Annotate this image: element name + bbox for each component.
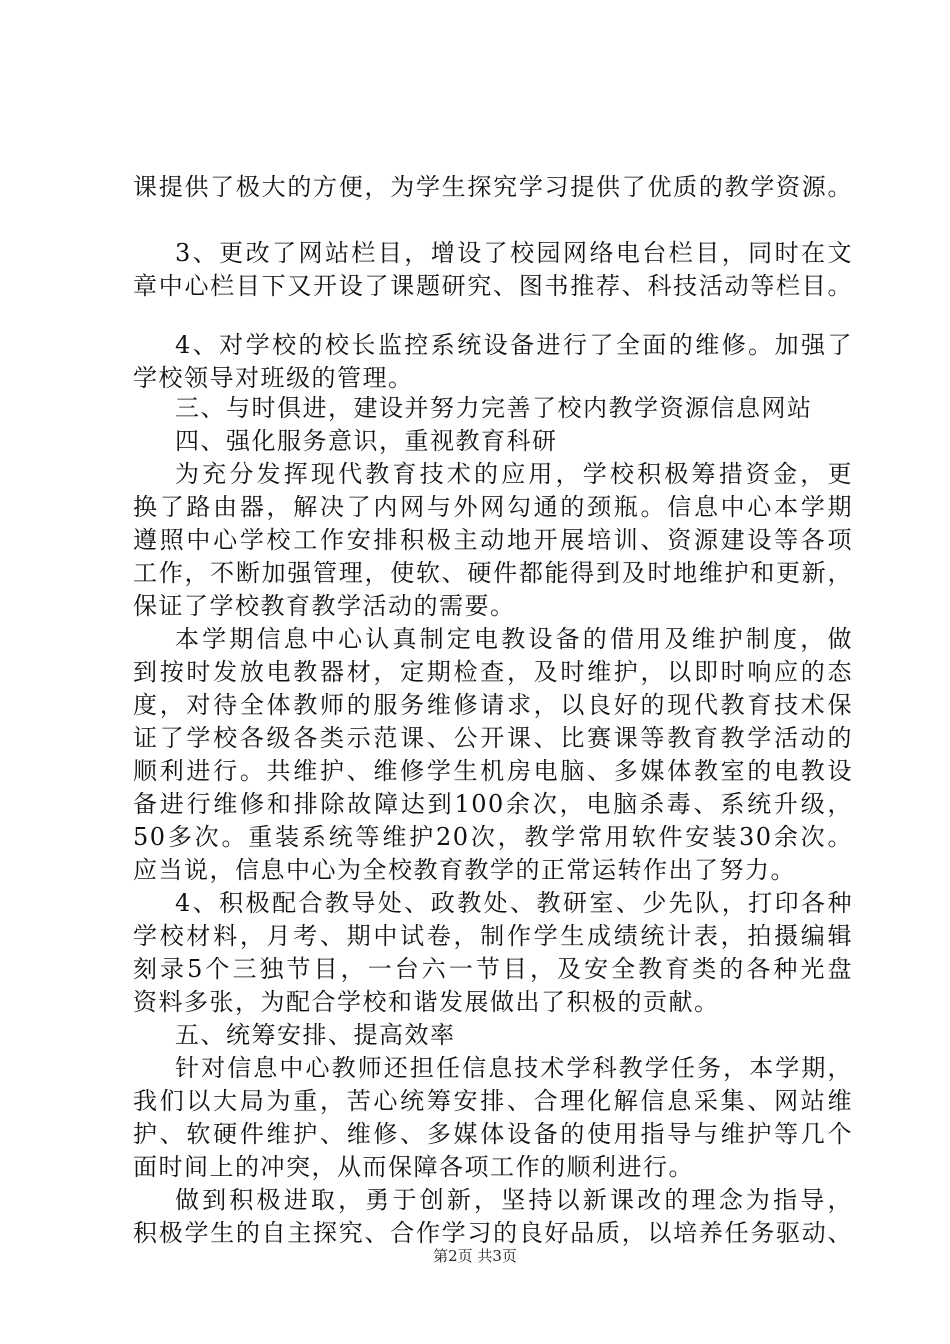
text-line: 50多次。重装系统等维护20次，教学常用软件安装30余次。 <box>133 823 853 851</box>
text-line: 积极学生的自主探究、合作学习的良好品质，以培养任务驱动、 <box>133 1219 853 1247</box>
text-line: 遵照中心学校工作安排积极主动地开展培训、资源建设等各项 <box>133 526 853 554</box>
text-line: 保证了学校教育教学活动的需要。 <box>133 592 516 620</box>
section-heading: 五、统筹安排、提高效率 <box>175 1021 456 1049</box>
text-line: 度，对待全体教师的服务维修请求，以良好的现代教育技术保 <box>133 691 853 719</box>
text-line: 备进行维修和排除故障达到100余次，电脑杀毒、系统升级， <box>133 790 853 818</box>
text-line: 顺利进行。共维护、维修学生机房电脑、多媒体教室的电教设 <box>133 757 853 785</box>
text-line: 换了路由器，解决了内网与外网勾通的颈瓶。信息中心本学期 <box>133 493 853 521</box>
text-line: 针对信息中心教师还担任信息技术学科教学任务，本学期， <box>175 1054 853 1082</box>
text-line: 4、对学校的校长监控系统设备进行了全面的维修。加强了 <box>175 331 853 359</box>
text-line: 护、软硬件维护、维修、多媒体设备的使用指导与维护等几个 <box>133 1120 853 1148</box>
text-line: 到按时发放电教器材，定期检查，及时维护，以即时响应的态 <box>133 658 853 686</box>
text-line: 学校材料，月考、期中试卷，制作学生成绩统计表，拍摄编辑 <box>133 922 853 950</box>
text-line: 应当说，信息中心为全校教育教学的正常运转作出了努力。 <box>133 856 796 884</box>
text-line: 3、更改了网站栏目，增设了校园网络电台栏目，同时在文 <box>175 239 853 267</box>
paragraph-body <box>133 392 853 1250</box>
text-line: 为充分发挥现代教育技术的应用，学校积极筹措资金，更 <box>175 460 853 488</box>
text-line: 4、积极配合教导处、政教处、教研室、少先队，打印各种 <box>175 889 853 917</box>
text-line: 我们以大局为重，苦心统筹安排、合理化解信息采集、网站维 <box>133 1087 853 1115</box>
text-line: 刻录5个三独节目，一台六一节目，及安全教育类的各种光盘 <box>133 955 853 983</box>
text-line: 资料多张，为配合学校和谐发展做出了积极的贡献。 <box>133 988 720 1016</box>
text-line: 证了学校各级各类示范课、公开课、比赛课等教育教学活动的 <box>133 724 853 752</box>
text-line: 章中心栏目下又开设了课题研究、图书推荐、科技活动等栏目。 <box>133 272 853 300</box>
paragraph-2 <box>133 237 853 303</box>
text-line: 本学期信息中心认真制定电教设备的借用及维护制度，做 <box>175 625 853 653</box>
text-line: 做到积极进取，勇于创新，坚持以新课改的理念为指导， <box>175 1186 853 1214</box>
page-number-footer: 第2页 共3页 <box>433 1247 517 1265</box>
text-line: 学校领导对班级的管理。 <box>133 364 414 392</box>
text-line: 面时间上的冲突，从而保障各项工作的顺利进行。 <box>133 1153 694 1181</box>
paragraph-3 <box>133 329 853 395</box>
paragraph-1 <box>133 171 853 204</box>
section-heading: 四、强化服务意识，重视教育科研 <box>175 427 558 455</box>
text-line: 工作，不断加强管理，使软、硬件都能得到及时地维护和更新， <box>133 559 853 587</box>
text-line: 课提供了极大的方便，为学生探究学习提供了优质的教学资源。 <box>133 173 853 201</box>
section-heading: 三、与时俱进，建设并努力完善了校内教学资源信息网站 <box>175 394 813 422</box>
